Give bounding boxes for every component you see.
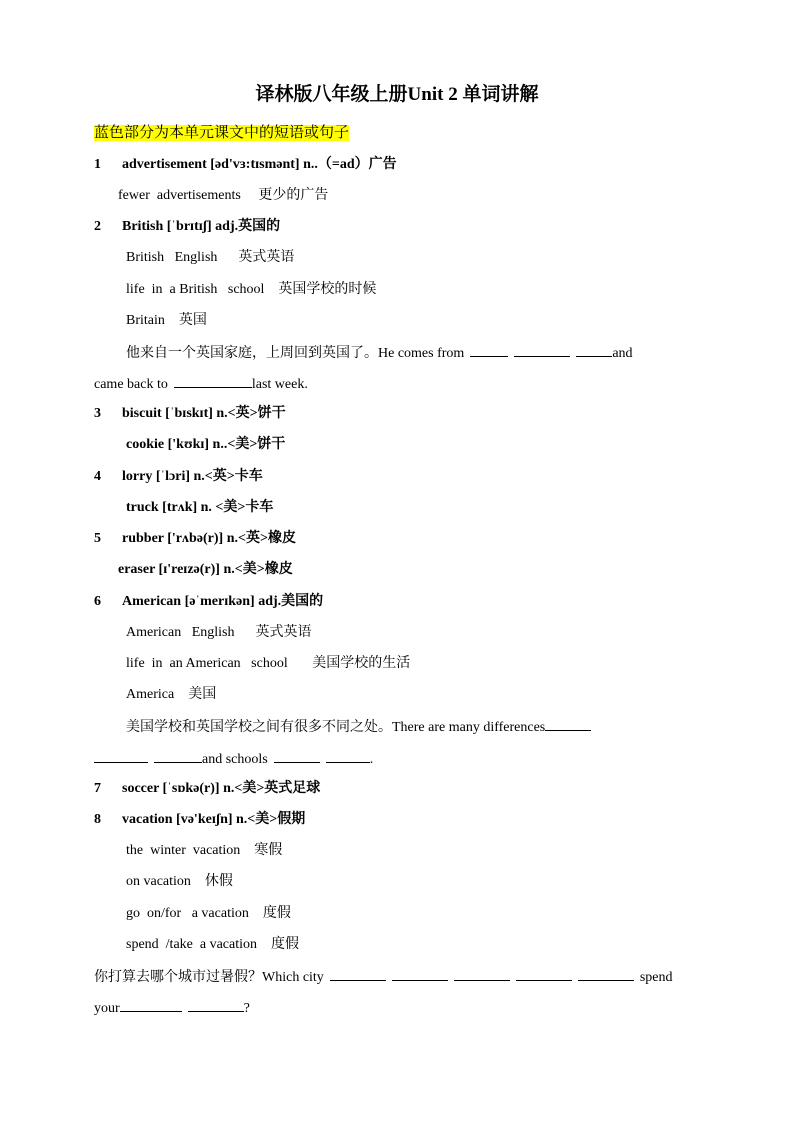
phrase: America 美国 [126,687,217,702]
answer-blank[interactable] [516,967,572,981]
word-entry-8 [94,811,305,829]
word-entry-4 [94,468,263,486]
sentence-text: 美国学校和英国学校之间有很多不同之处。There are many differences [126,720,546,735]
word-entry-3 [94,405,286,423]
exercise-sentence [126,717,591,737]
entry-headword: rubber ['rʌbə(r)] n.<英>橡皮 [122,531,296,546]
sentence-text: and schools [202,752,268,767]
word-entry-6 [94,593,323,611]
answer-blank[interactable] [174,374,252,388]
word-variant: truck [trʌk] n. <美>卡车 [126,500,274,515]
highlighted-note: 蓝色部分为本单元课文中的短语或句子 [94,125,350,141]
phrase: American English 英式英语 [126,625,312,640]
answer-blank[interactable] [120,998,182,1012]
word-variant: eraser [ɪ'reɪzə(r)] n.<美>橡皮 [118,562,293,577]
phrase: life in an American school 美国学校的生活 [126,656,411,671]
entry-number: 8 [94,812,101,827]
word-entry-5 [94,530,296,548]
phrase: on vacation 休假 [126,874,233,889]
phrase: fewer advertisements 更少的广告 [118,188,329,203]
phrase: spend /take a vacation 度假 [126,937,300,952]
sentence-text: 你打算去哪个城市过暑假？Which city [94,970,324,985]
exercise-question [94,967,672,987]
word-entry-7 [94,780,320,798]
answer-blank[interactable] [578,967,634,981]
sentence-text: . [369,752,374,767]
exercise-sentence [126,343,633,363]
word-variant: cookie ['kʊkɪ] n..<美>饼干 [126,437,286,452]
entry-headword: biscuit [ˈbɪskɪt] n.<英>饼干 [122,406,286,421]
phrase: Britain 英国 [126,313,207,328]
entry-number: 3 [94,406,101,421]
sentence-text: spend [639,970,673,985]
entry-headword: advertisement [əd'vɜ:tɪsmənt] n..（=ad）广告 [122,157,397,172]
answer-blank[interactable] [274,749,320,763]
entry-headword: vacation [və'keɪʃn] n.<美>假期 [122,812,306,827]
answer-blank[interactable] [154,749,202,763]
answer-blank[interactable] [392,967,448,981]
phrase: British English 英式英语 [126,250,295,265]
answer-blank[interactable] [576,343,612,357]
exercise-sentence-cont [94,749,373,769]
entry-headword: British [ˈbrɪtɪʃ] adj.英国的 [122,219,281,234]
sentence-text: last week. [251,377,308,392]
answer-blank[interactable] [326,749,370,763]
word-entry-1 [94,156,397,174]
sentence-text: came back to [94,377,168,392]
sentence-text: 他来自一个英国家庭，上周回到英国了。He comes from [126,346,465,361]
sentence-text: ? [243,1001,250,1016]
answer-blank[interactable] [514,343,570,357]
entry-number: 4 [94,469,101,484]
answer-blank[interactable] [545,717,591,731]
exercise-question-cont [94,998,250,1018]
entry-headword: soccer [ˈsɒkə(r)] n.<美>英式足球 [122,781,321,796]
entry-number: 1 [94,157,101,172]
entry-headword: lorry [ˈlɔri] n.<英>卡车 [122,469,263,484]
answer-blank[interactable] [454,967,510,981]
exercise-sentence-cont [94,374,308,394]
sentence-text: and [612,346,633,361]
answer-blank[interactable] [330,967,386,981]
answer-blank[interactable] [470,343,508,357]
phrase: life in a British school 英国学校的时候 [126,282,377,297]
entry-number: 2 [94,219,101,234]
legend-note [94,124,349,143]
phrase: go on/for a vacation 度假 [126,906,291,921]
entry-number: 7 [94,781,101,796]
sentence-text: your [94,1001,120,1016]
answer-blank[interactable] [188,998,244,1012]
phrase: the winter vacation 寒假 [126,843,283,858]
word-entry-2 [94,218,280,236]
entry-number: 6 [94,594,101,609]
answer-blank[interactable] [94,749,148,763]
entry-headword: American [əˈmerɪkən] adj.美国的 [122,594,324,609]
page-title: 译林版八年级上册Unit 2 单词讲解 [255,84,539,105]
entry-number: 5 [94,531,101,546]
